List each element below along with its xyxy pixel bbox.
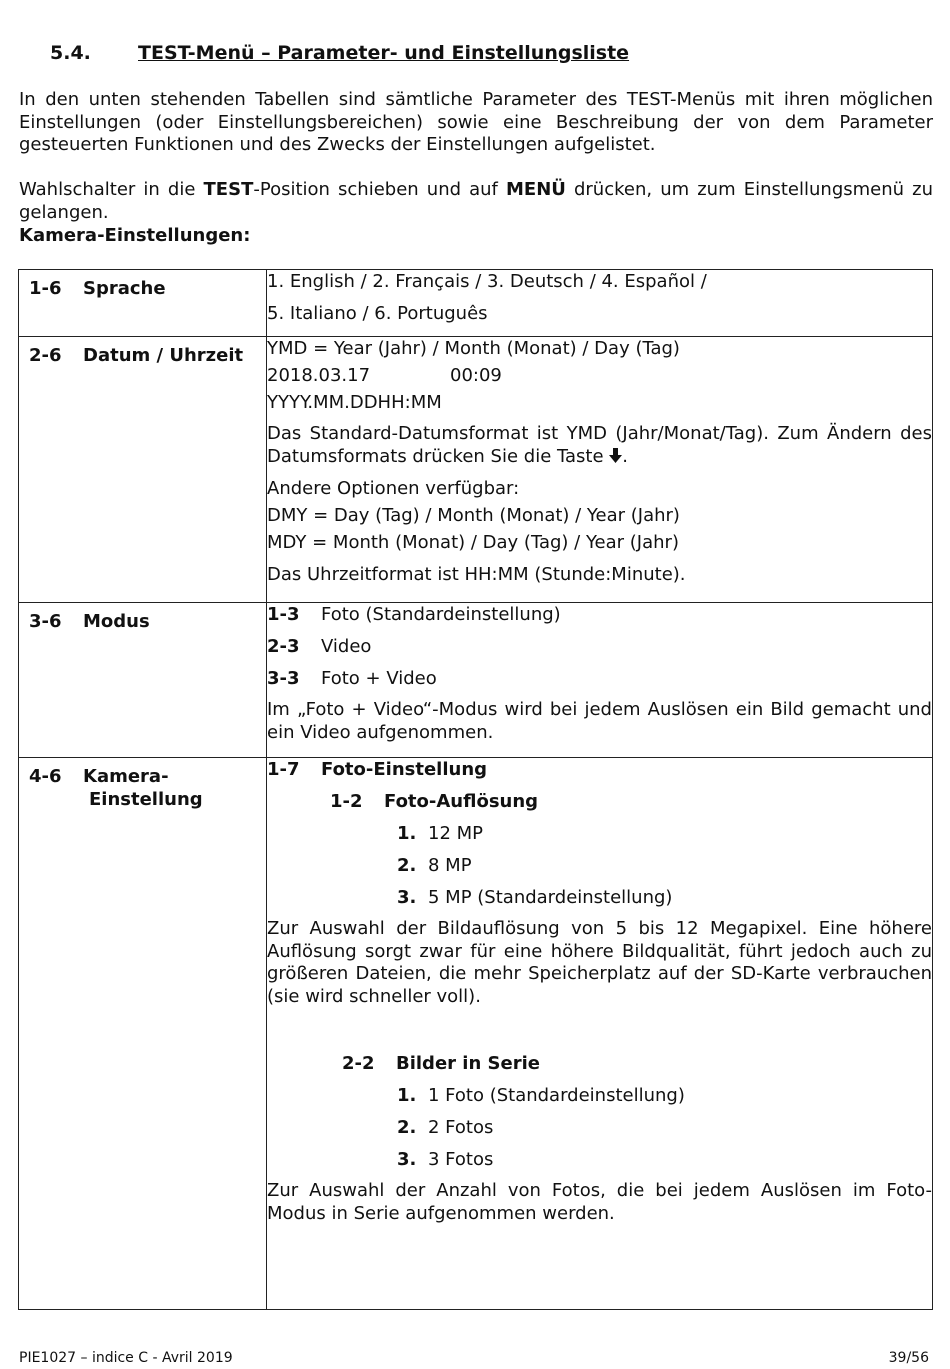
section-number: 5.4. — [50, 42, 91, 64]
list-item: 1. 12 MP — [397, 823, 484, 844]
list-item: 2. 2 Fotos — [397, 1117, 494, 1138]
mode-option: 2-3 Video — [267, 636, 372, 657]
mode-option: 1-3 Foto (Standardeinstellung) — [267, 604, 561, 625]
mode-description: Im „Foto + Video“-Modus wird bei jedem Auslösen ein Bild gemacht und ein Video aufgenommen. — [267, 699, 932, 743]
date-description: Das Standard-Datumsformat ist YMD (Jahr/Monat/Tag). Zum Ändern des Datumsformats drücken Sie die Taste . — [267, 423, 932, 467]
date-pattern: YYYY.MM.DDHH:MM — [267, 392, 442, 413]
instruction-paragraph: Wahlschalter in die TEST-Position schieben und auf MENÜ drücken, um zum Einstellungsmenü zu gelangen. — [19, 179, 933, 223]
table-row-sprache — [19, 270, 933, 337]
camera-settings-title: Kamera-Einstellungen: — [19, 225, 251, 246]
parameter-label: 4-6 Kamera- Einstellung — [29, 766, 203, 810]
burst-description: Zur Auswahl der Anzahl von Fotos, die bei jedem Auslösen im Foto-Modus in Serie aufgenommen werden. — [267, 1180, 932, 1224]
list-item: 3. 5 MP (Standardeinstellung) — [397, 887, 673, 908]
photo-resolution-heading: 1-2 Foto-Auflösung — [330, 791, 539, 812]
parameter-label: 3-6 Modus — [29, 611, 150, 632]
table-row-modus — [19, 603, 933, 758]
burst-heading: 2-2 Bilder in Serie — [342, 1053, 540, 1074]
table-row-datum — [19, 337, 933, 603]
footer-document-id: PIE1027 – indice C - Avril 2019 — [19, 1350, 233, 1366]
parameter-label: 1-6 Sprache — [29, 278, 166, 299]
photo-setting-heading: 1-7 Foto-Einstellung — [267, 759, 488, 780]
mdy-option: MDY = Month (Monat) / Day (Tag) / Year (Jahr) — [267, 532, 679, 553]
parameter-label: 2-6 Datum / Uhrzeit — [29, 345, 244, 366]
list-item: 3. 3 Fotos — [397, 1149, 494, 1170]
table-row-kamera — [19, 758, 933, 1310]
list-item: 2. 8 MP — [397, 855, 472, 876]
section-heading — [50, 42, 629, 64]
dmy-option: DMY = Day (Tag) / Month (Monat) / Year (Jahr) — [267, 505, 680, 526]
settings-table — [18, 269, 933, 1310]
section-title: TEST-Menü – Parameter- und Einstellungsliste — [138, 42, 630, 64]
mode-option: 3-3 Foto + Video — [267, 668, 437, 689]
language-options-line-1: 1. English / 2. Français / 3. Deutsch / 4. Español / — [267, 271, 707, 292]
resolution-description: Zur Auswahl der Bildauflösung von 5 bis 12 Megapixel. Eine höhere Auflösung sorgt zwar für eine höhere Bildqualität, führt jedoch auch zu größeren Dateien, die mehr Speicherplatz auf der SD-Karte verbrauchen (sie wird schneller voll). — [267, 918, 932, 1007]
other-options-label: Andere Optionen verfügbar: — [267, 478, 520, 499]
language-options-line-2: 5. Italiano / 6. Português — [267, 303, 488, 324]
list-item: 1. 1 Foto (Standardeinstellung) — [397, 1085, 685, 1106]
arrow-down-icon — [609, 448, 622, 463]
intro-paragraph: In den unten stehenden Tabellen sind sämtliche Parameter des TEST-Menüs mit ihren möglichen Einstellungen (oder Einstellungsbereichen) sowie eine Beschreibung der von dem Parameter gesteuerten Funktionen und des Zwecks der Einstellungen aufgelistet. — [19, 89, 933, 155]
date-time-example: 2018.03.17 00:09 — [267, 365, 502, 386]
date-format-line: YMD = Year (Jahr) / Month (Monat) / Day (Tag) — [267, 338, 680, 359]
time-format-text: Das Uhrzeitformat ist HH:MM (Stunde:Minute). — [267, 564, 686, 585]
footer-page-number: 39/56 — [888, 1350, 929, 1366]
